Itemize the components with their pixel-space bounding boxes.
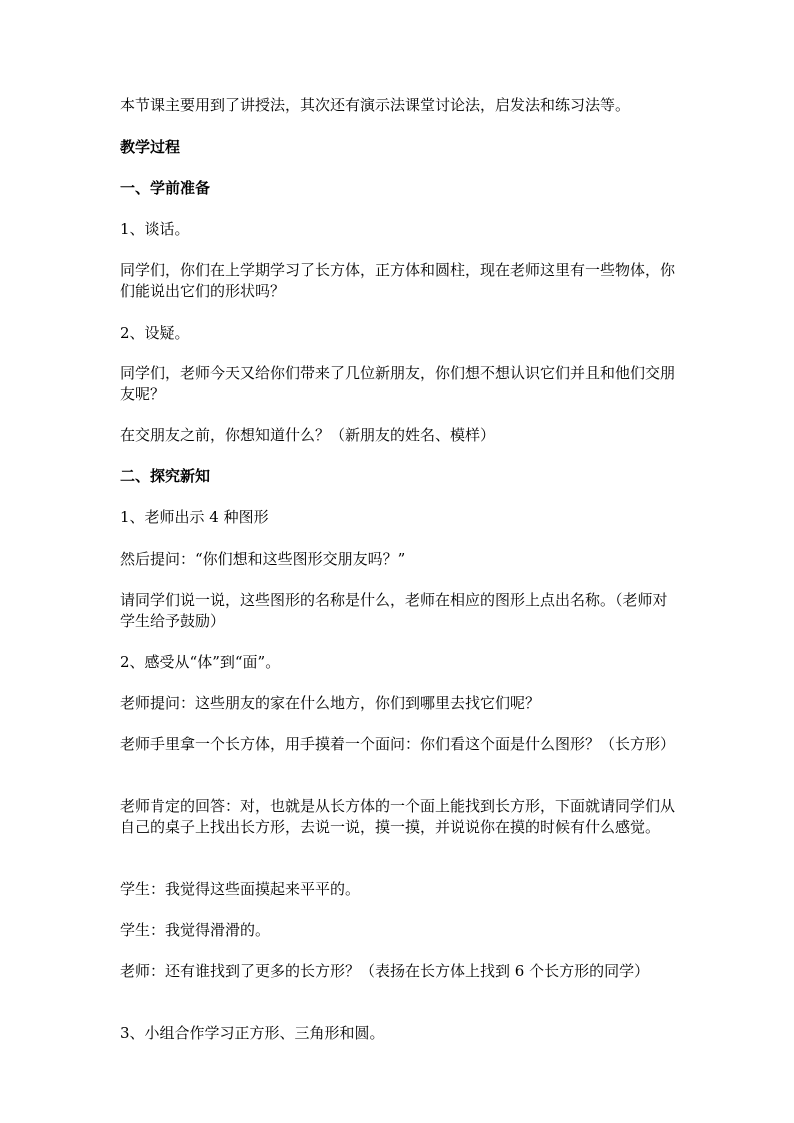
document-page: [120, 0, 675, 1123]
paragraph-item-talk: 1、谈话。: [120, 220, 190, 238]
paragraph-teacher-confirms: 老师肯定的回答：对，也就是从长方体的一个面上能找到长方形，下面就请同学们从自己的桌子上找出长方形，去说一说，摸一摸，并说说你在摸的时候有什么感觉。: [120, 797, 676, 836]
heading-teaching-process: 教学过程: [120, 138, 181, 156]
heading-preparation: 一、学前准备: [120, 179, 211, 197]
paragraph-question-content: 同学们，老师今天又给你们带来了几位新朋友，你们想不想认识它们并且和他们交朋友呢？: [120, 364, 676, 403]
heading-explore: 二、探究新知: [120, 467, 211, 485]
paragraph-before-friends: 在交朋友之前，你想知道什么？（新朋友的姓名、模样）: [120, 426, 496, 444]
paragraph-body-to-face: 2、感受从“体”到“面”。: [120, 653, 281, 671]
paragraph-ask: 然后提问：“你们想和这些图形交朋友吗？”: [120, 550, 406, 568]
paragraph-show-shapes: 1、老师出示 4 种图形: [120, 508, 269, 526]
paragraph-student-smooth: 学生：我觉得滑滑的。: [120, 921, 271, 939]
paragraph-teacher-asks: 老师提问：这些朋友的家在什么地方，你们到哪里去找它们呢？: [120, 694, 541, 712]
paragraph-item-question: 2、设疑。: [120, 324, 190, 342]
paragraph-teacher-more: 老师：还有谁找到了更多的长方形？（表扬在长方体上找到 6 个长方形的同学）: [120, 962, 650, 980]
paragraph-teaching-methods: 本节课主要用到了讲授法，其次还有演示法课堂讨论法，启发法和练习法等。: [120, 96, 631, 114]
paragraph-talk-content: 同学们，你们在上学期学习了长方体，正方体和圆柱，现在老师这里有一些物体，你们能说出它们的形状吗？: [120, 261, 676, 300]
paragraph-group-study: 3、小组合作学习正方形、三角形和圆。: [120, 1024, 385, 1042]
paragraph-name-shapes: 请同学们说一说，这些图形的名称是什么，老师在相应的图形上点出名称。（老师对学生给予鼓励）: [120, 591, 668, 630]
paragraph-student-flat: 学生：我觉得这些面摸起来平平的。: [120, 880, 361, 898]
paragraph-cuboid-face: 老师手里拿一个长方体，用手摸着一个面问：你们看这个面是什么图形？（长方形）: [120, 735, 676, 753]
